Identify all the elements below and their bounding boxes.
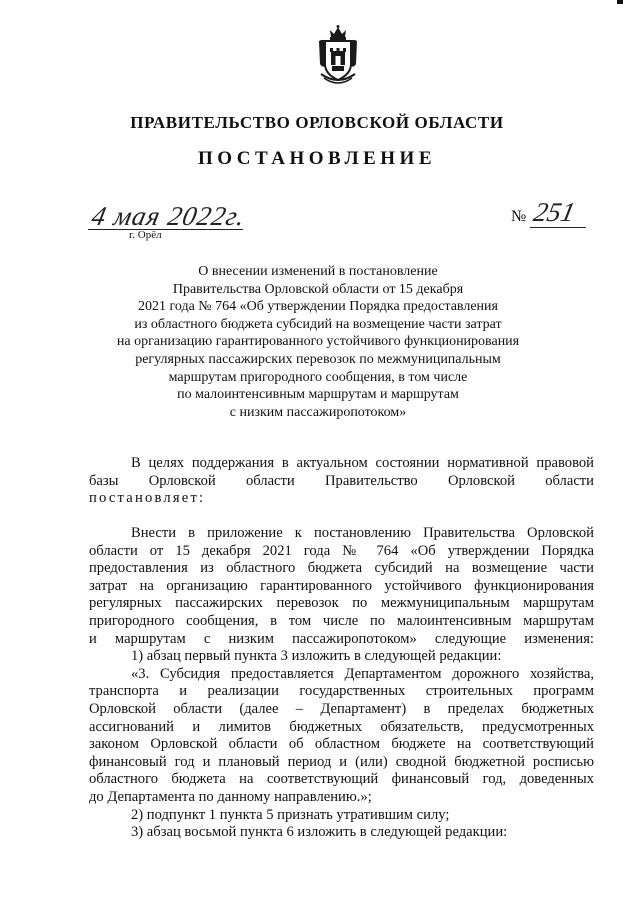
subject-line: 2021 года № 764 «Об утверждении Порядка предоставления bbox=[137, 299, 498, 315]
quote-line: ассигнований и лимитов бюджетных обязательств, предусмотренных bbox=[89, 718, 594, 735]
intro-line: и маршрутам с низким пассажиропотоком» следующие изменения: bbox=[89, 630, 594, 647]
subject-line: Правительства Орловской области от 15 декабря bbox=[172, 281, 464, 297]
preamble-line: постановляет: bbox=[89, 490, 206, 507]
intro-line: области от 15 декабря 2021 года № 764 «Об утверждении Порядка bbox=[89, 542, 594, 559]
intro-line: предоставления из областного бюджета субсидий на возмещение части bbox=[89, 560, 594, 577]
scan-corner-mark bbox=[617, 0, 623, 4]
amendment-item-1: 1) абзац первый пункта 3 изложить в следующей редакции: bbox=[131, 648, 502, 665]
main-body bbox=[89, 525, 594, 842]
intro-line: затрат на организацию гарантированного устойчивого функционирования bbox=[89, 577, 594, 594]
document-type-heading: ПОСТАНОВЛЕНИЕ bbox=[197, 148, 437, 169]
quote-line: финансовый год и плановый период и (или) сводной бюджетной росписью bbox=[89, 753, 594, 770]
date-underline bbox=[88, 229, 243, 230]
quote-line: транспорта и реализации государственных строительных программ bbox=[89, 683, 594, 700]
subject-line: из областного бюджета субсидий на возмещение части затрат bbox=[134, 316, 502, 332]
preamble-line: В целях поддержания в актуальном состоянии нормативной правовой bbox=[131, 455, 594, 471]
handwritten-number: 251 bbox=[530, 197, 578, 227]
organization-title: ПРАВИТЕЛЬСТВО ОРЛОВСКОЙ ОБЛАСТИ bbox=[130, 113, 504, 132]
quote-line: областного бюджета на соответствующий финансовый год, доведенных bbox=[89, 771, 594, 788]
intro-line: пригородного сообщения, в том числе по малоинтенсивным маршрутам bbox=[89, 612, 594, 629]
city-label: г. Орёл bbox=[129, 229, 162, 241]
intro-line: регулярных пассажирских перевозок по межмуниципальным маршрутам bbox=[89, 595, 594, 612]
quote-line: законом Орловской области об областном бюджете на соответствующий bbox=[89, 736, 594, 753]
number-label: № bbox=[511, 208, 527, 225]
number-underline bbox=[530, 227, 586, 228]
handwritten-date: 4 мая 2022г. bbox=[88, 201, 249, 231]
quote-line: до Департамента по данному направлению.»; bbox=[89, 788, 372, 805]
subject-line: с низким пассажиропотоком» bbox=[229, 404, 407, 420]
resolution-subject bbox=[100, 263, 536, 421]
quote-line: «3. Субсидия предоставляется Департаментом дорожного хозяйства, bbox=[131, 665, 594, 682]
preamble-line: базы Орловской области Правительство Орловской области bbox=[89, 472, 594, 489]
subject-line: О внесении изменений в постановление bbox=[198, 264, 438, 279]
subject-line: по малоинтенсивным маршрутам и маршрутам bbox=[177, 387, 459, 403]
coat-of-arms-emblem bbox=[316, 24, 360, 88]
intro-line: Внести в приложение к постановлению Правительства Орловской bbox=[131, 525, 594, 541]
subject-line: регулярных пассажирских перевозок по межмуниципальным bbox=[135, 351, 501, 367]
quote-line: Орловской области (далее – Департамент) в пределах бюджетных bbox=[89, 700, 594, 717]
subject-line: маршрутам пригородного сообщения, в том числе bbox=[168, 369, 468, 385]
subject-line: на организацию гарантированного устойчивого функционирования bbox=[116, 334, 520, 350]
amendment-item-2: 2) подпункт 1 пункта 5 признать утратившим силу; bbox=[131, 806, 450, 823]
preamble-paragraph bbox=[89, 455, 594, 508]
amendment-item-3: 3) абзац восьмой пункта 6 изложить в следующей редакции: bbox=[131, 824, 508, 841]
